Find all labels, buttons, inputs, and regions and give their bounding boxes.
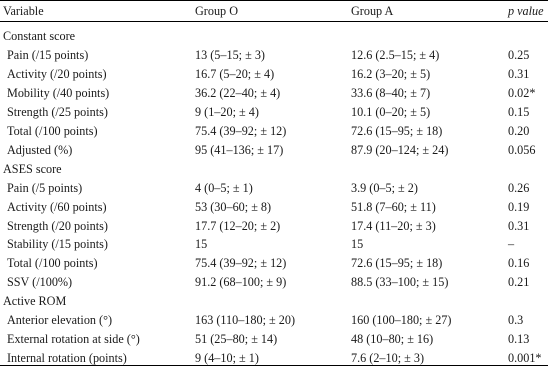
cell-group-a: 12.6 (2.5–15; ± 4): [351, 47, 440, 62]
cell-p-value: 0.20: [508, 123, 530, 138]
cell-group-o: 16.7 (5–20; ± 4): [195, 66, 275, 81]
cell-group-a: 88.5 (33–100; ± 15): [351, 275, 449, 290]
table-row: [0, 141, 548, 159]
row-label: Pain (/5 points): [7, 180, 83, 195]
cell-p-value: 0.16: [508, 256, 530, 271]
table-top-rule: [0, 0, 548, 1]
cell-group-o: 75.4 (39–92; ± 12): [195, 123, 287, 138]
cell-group-o: 13 (5–15; ± 3): [195, 47, 265, 62]
cell-group-a: 72.6 (15–95; ± 18): [351, 123, 443, 138]
cell-group-a: 16.2 (3–20; ± 5): [351, 66, 431, 81]
table-section-row: [0, 292, 548, 310]
table-section-row: [0, 160, 548, 178]
table-row: [0, 198, 548, 216]
cell-group-a: 15: [351, 237, 364, 252]
cell-group-a: 17.4 (11–20; ± 3): [351, 218, 436, 233]
table-row: [0, 311, 548, 329]
cell-group-o: 53 (30–60; ± 8): [195, 199, 272, 214]
row-label: Pain (/15 points): [7, 47, 89, 62]
table-row: [0, 254, 548, 272]
table-row: [0, 330, 548, 348]
row-label: Activity (/60 points): [7, 199, 107, 214]
row-label: Stability (/15 points): [7, 237, 108, 252]
header-variable: Variable: [3, 4, 44, 18]
cell-group-a: 87.9 (20–124; ± 24): [351, 142, 449, 157]
row-label: Internal rotation (points): [7, 351, 127, 366]
table-row: [0, 84, 548, 102]
cell-p-value: –: [508, 237, 515, 252]
cell-group-a: 33.6 (8–40; ± 7): [351, 85, 431, 100]
cell-p-value: 0.19: [508, 199, 530, 214]
cell-group-a: 7.6 (2–10; ± 3): [351, 351, 425, 366]
cell-group-o: 75.4 (39–92; ± 12): [195, 256, 287, 271]
cell-group-o: 91.2 (68–100; ± 9): [195, 275, 287, 290]
cell-group-o: 17.7 (12–20; ± 2): [195, 218, 281, 233]
cell-group-o: 51 (25–80; ± 14): [195, 332, 278, 347]
row-label: Adjusted (%): [7, 142, 73, 157]
cell-group-o: 4 (0–5; ± 1): [195, 180, 253, 195]
row-label: External rotation at side (°): [7, 332, 140, 347]
row-label: Total (/100 points): [7, 123, 98, 138]
cell-group-a: 72.6 (15–95; ± 18): [351, 256, 443, 271]
table-row: [0, 65, 548, 83]
cell-p-value: 0.13: [508, 332, 530, 347]
table-row: [0, 179, 548, 197]
cell-p-value: 0.21: [508, 275, 530, 290]
cell-p-value: 0.26: [508, 180, 530, 195]
row-label: Anterior elevation (°): [7, 313, 113, 328]
row-label: Activity (/20 points): [7, 66, 107, 81]
header-group-o: Group O: [195, 4, 238, 18]
cell-p-value: 0.056: [508, 142, 536, 157]
table-row: [0, 103, 548, 121]
row-label: Strength (/20 points): [7, 218, 108, 233]
cell-group-a: 48 (10–80; ± 16): [351, 332, 434, 347]
header-p-value: p value: [508, 4, 544, 18]
cell-group-a: 3.9 (0–5; ± 2): [351, 180, 418, 195]
table-row: [0, 217, 548, 235]
table-header-rule: [0, 21, 548, 22]
cell-p-value: 0.15: [508, 104, 530, 119]
table-section-row: [0, 27, 548, 45]
cell-p-value: 0.02*: [508, 85, 536, 100]
cell-group-o: 15: [195, 237, 208, 252]
table-row: [0, 273, 548, 291]
table-row: [0, 122, 548, 140]
cell-group-o: 95 (41–136; ± 17): [195, 142, 284, 157]
section-label: Constant score: [3, 29, 76, 43]
table-bottom-rule: [0, 365, 548, 366]
cell-group-o: 9 (1–20; ± 4): [195, 104, 259, 119]
cell-p-value: 0.3: [508, 313, 524, 328]
table-row: [0, 235, 548, 253]
cell-p-value: 0.001*: [508, 351, 542, 366]
cell-group-o: 163 (110–180; ± 20): [195, 313, 296, 328]
row-label: Strength (/25 points): [7, 104, 108, 119]
cell-p-value: 0.25: [508, 47, 530, 62]
cell-p-value: 0.31: [508, 66, 530, 81]
cell-group-o: 36.2 (22–40; ± 4): [195, 85, 281, 100]
cell-group-a: 10.1 (0–20; ± 5): [351, 104, 431, 119]
row-label: SSV (/100%): [7, 275, 73, 290]
table-row: [0, 46, 548, 64]
row-label: Total (/100 points): [7, 256, 98, 271]
cell-group-a: 51.8 (7–60; ± 11): [351, 199, 436, 214]
cell-group-a: 160 (100–180; ± 27): [351, 313, 452, 328]
table-header-row: [0, 2, 548, 20]
cell-p-value: 0.31: [508, 218, 530, 233]
section-label: Active ROM: [3, 294, 67, 309]
row-label: Mobility (/40 points): [7, 85, 110, 100]
section-label: ASES score: [3, 161, 62, 176]
header-group-a: Group A: [351, 4, 394, 18]
cell-group-o: 9 (4–10; ± 1): [195, 351, 259, 366]
